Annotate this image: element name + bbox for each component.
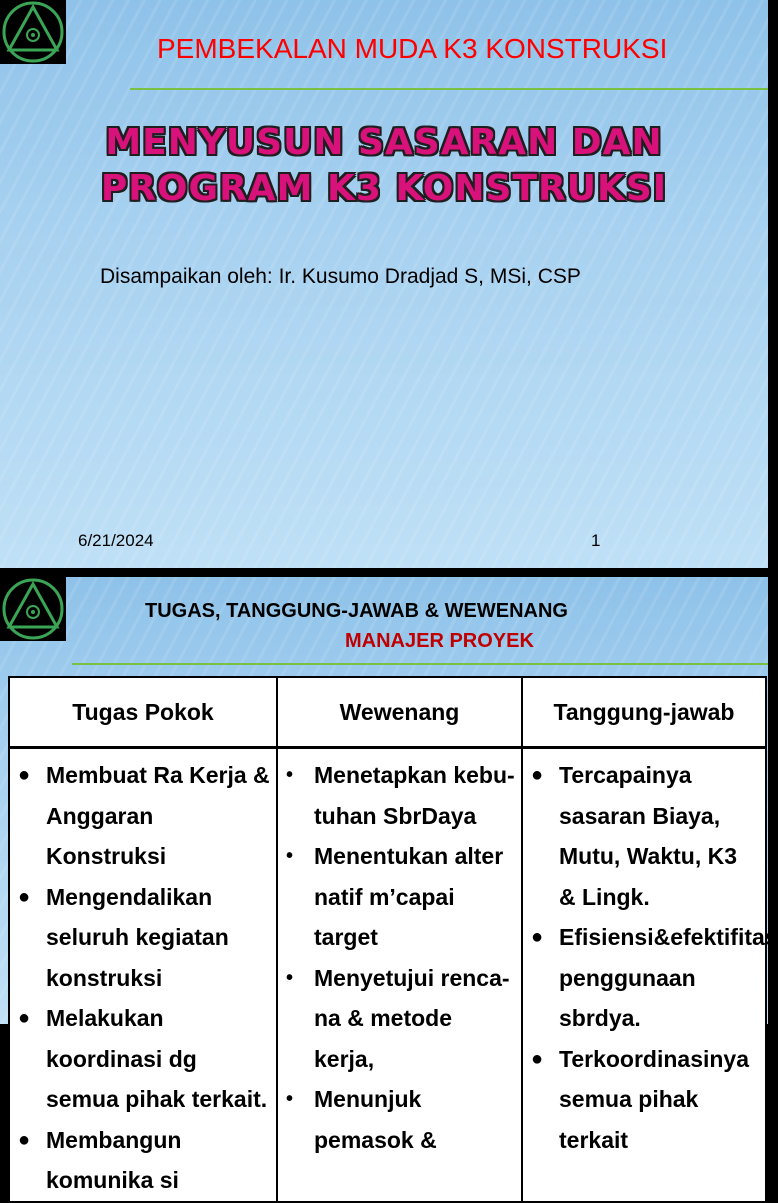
presenter-text: Disampaikan oleh: Ir. Kusumo Dradjad S, MSi, CSP (100, 265, 581, 288)
list-item: • Menentukan alter natif m’capai target (286, 836, 515, 958)
list-item: • Menyetujui renca-na & metode kerja, (286, 958, 515, 1080)
table-header-cell: Tanggung-jawab (522, 677, 766, 748)
bullet-dot-icon: ● (18, 764, 31, 786)
list-item: ● Mengendalikan seluruh kegiatan konstruksi (18, 877, 270, 999)
list-item: • Menunjuk pemasok & (286, 1079, 515, 1160)
list-item: ● Terkoordinasinya semua pihak terkait (531, 1039, 759, 1161)
bullet-dot-icon: ● (18, 1128, 31, 1151)
header-divider (130, 88, 768, 90)
slide-header: PEMBEKALAN MUDA K3 KONSTRUKSI (157, 33, 668, 64)
bullet-dot-icon: ● (18, 1007, 31, 1029)
slide-2 (0, 577, 778, 1193)
bullet-dot-icon: • (286, 966, 294, 989)
bullet-dot-icon: • (286, 1088, 294, 1110)
table-header-cell: Wewenang (277, 677, 522, 748)
table-row (9, 748, 766, 1202)
table-header-cell: Tugas Pokok (9, 677, 277, 748)
duties-table (8, 676, 778, 1203)
list-item: • Menetapkan kebu-tuhan SbrDaya (286, 755, 515, 836)
slide-date: 6/21/2024 (78, 531, 154, 550)
bullet-dot-icon: • (286, 845, 294, 867)
table-cell-tugas-pokok (9, 748, 277, 1202)
safety-logo-icon (0, 0, 66, 64)
header-divider (72, 663, 768, 665)
list-item: ● Melakukan koordinasi dg semua pihak terkait. (18, 998, 270, 1120)
slide-title-line-1: MENYUSUN SASARAN DAN (105, 122, 663, 163)
list-item: ● Membuat Ra Kerja & Anggaran Konstruksi (18, 755, 270, 877)
slide-title: TUGAS, TANGGUNG-JAWAB & WEWENANG (145, 600, 568, 622)
slide-title (0, 120, 768, 212)
list-item: ● Membangun komunika si (18, 1120, 270, 1201)
slide-number: 1 (591, 531, 601, 550)
table-cell-wewenang (277, 748, 522, 1202)
table-header-row (9, 677, 766, 748)
slide-title-line-2: PROGRAM K3 KONSTRUKSI (100, 168, 668, 209)
bullet-dot-icon: • (286, 764, 294, 786)
bullet-dot-icon: ● (18, 885, 31, 908)
slide-1 (0, 0, 768, 568)
list-item: ● Efisiensi&efektifitas penggunaan sbrdya. (531, 917, 759, 1039)
list-item: ● Tercapainya sasaran Biaya, Mutu, Waktu, K3 & Lingk. (531, 755, 759, 917)
bullet-dot-icon: ● (531, 764, 544, 786)
safety-logo-icon (0, 577, 66, 641)
bullet-dot-icon: ● (531, 1047, 544, 1070)
table-cell-tanggung-jawab (522, 748, 778, 1202)
slide-subtitle: MANAJER PROYEK (345, 630, 534, 652)
bullet-dot-icon: ● (531, 926, 544, 948)
